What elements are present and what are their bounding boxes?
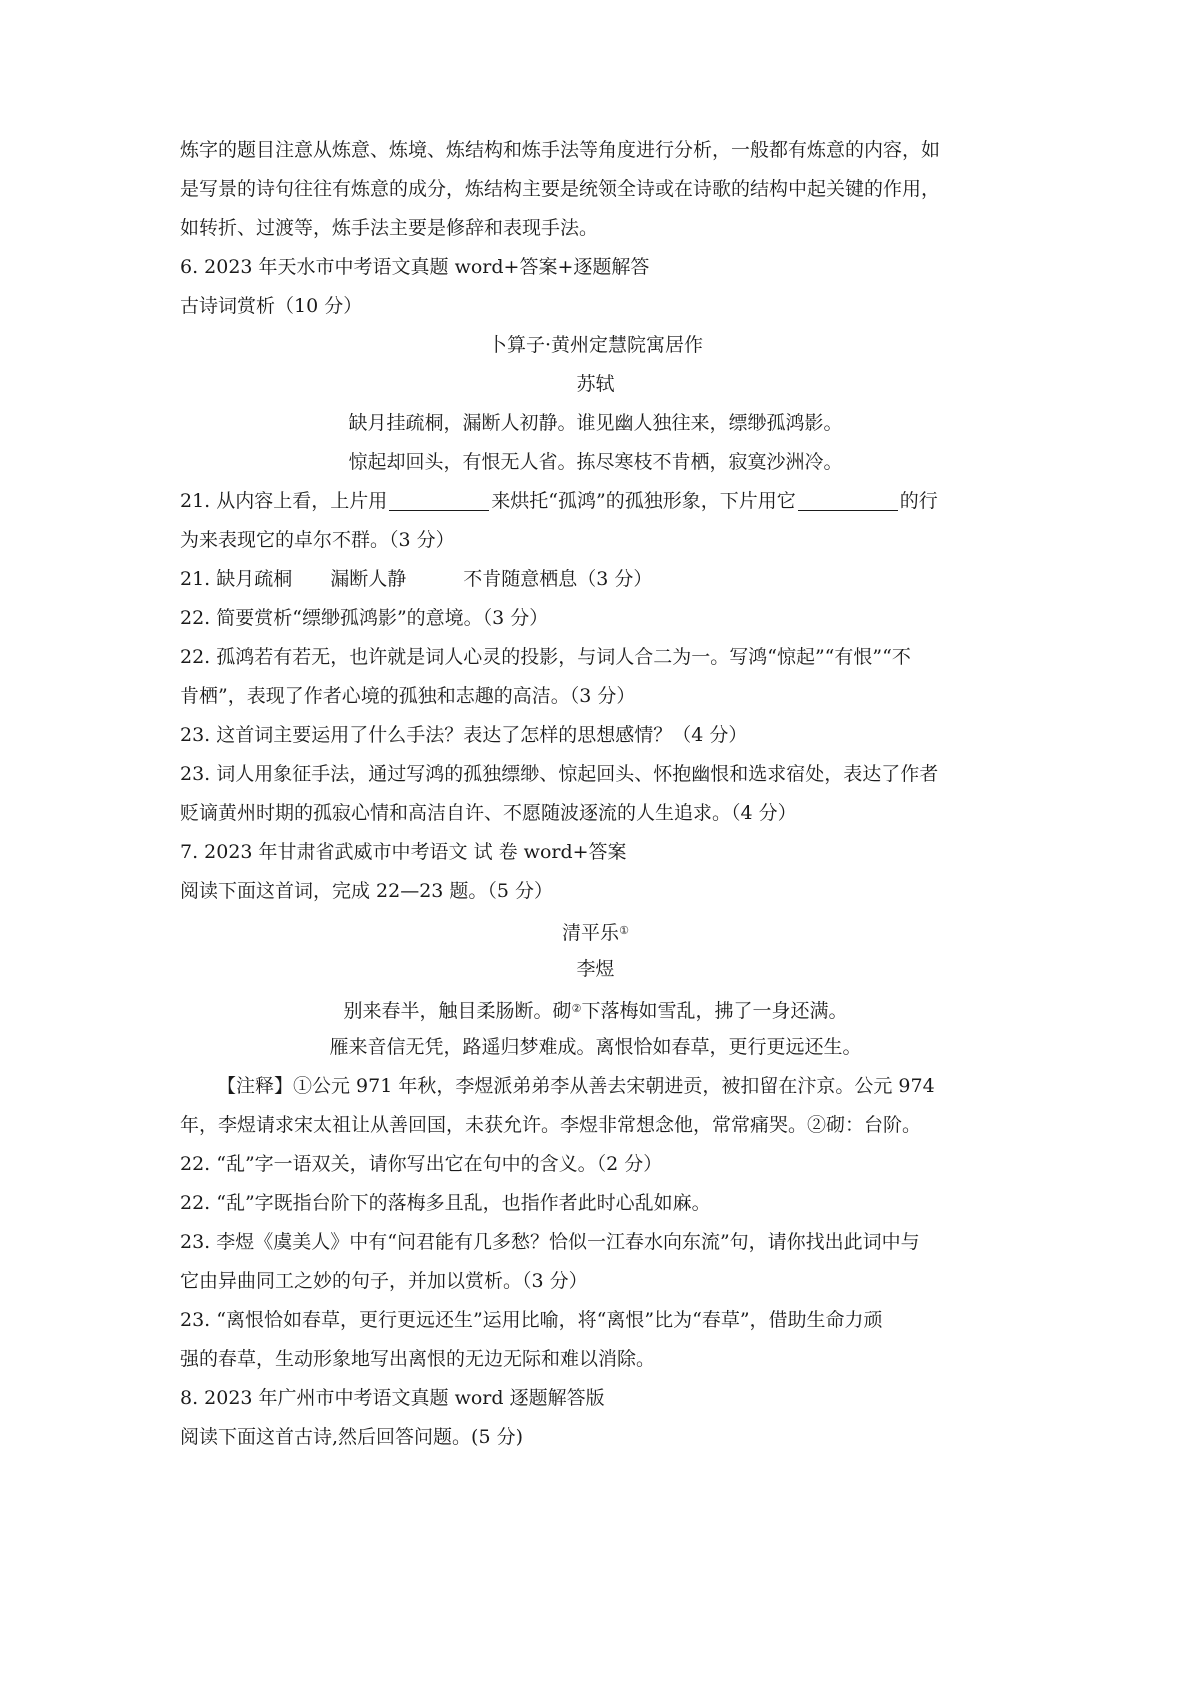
poem-line: 雁来音信无凭，路遥归梦难成。离恨恰如春草，更行更远还生。	[329, 1036, 862, 1058]
poem-author: 李煜	[576, 958, 615, 980]
poem-line: 缺月挂疏桐，漏断人初静。谁见幽人独往来，缥缈孤鸿影。	[348, 412, 843, 434]
question-23: 23. 李煜《虞美人》中有“问君能有几多愁？恰似一江春水向东流”句，请你找出此词中与	[180, 1231, 920, 1253]
question-23: 23. 这首词主要运用了什么手法？表达了怎样的思想感情？（4 分）	[180, 724, 748, 746]
poem-title-text: 清平乐	[562, 922, 620, 944]
paragraph-line: 炼字的题目注意从炼意、炼境、炼结构和炼手法等角度进行分析，一般都有炼意的内容，如	[180, 139, 941, 161]
question-22: 22. 简要赏析“缥缈孤鸿影”的意境。（3 分）	[180, 607, 549, 629]
answer-22: 22. “乱”字既指台阶下的落梅多且乱，也指作者此时心乱如麻。	[180, 1192, 711, 1214]
answer-line: 强的春草，生动形象地写出离恨的无边无际和难以消除。	[180, 1348, 656, 1370]
question-line: 为来表现它的卓尔不群。（3 分）	[180, 529, 455, 551]
question-22: 22. “乱”字一语双关，请你写出它在句中的含义。（2 分）	[180, 1153, 663, 1175]
answer-23: 23. “离恨恰如春草，更行更远还生”运用比喻，将“离恨”比为“春草”，借助生命力顽	[180, 1309, 883, 1331]
question-text: 的行	[899, 490, 938, 512]
answer-blank	[798, 488, 898, 511]
question-line: 它由异曲同工之妙的句子，并加以赏析。（3 分）	[180, 1270, 588, 1292]
poem-text: 下落梅如雪乱，拂了一身还满。	[581, 1000, 848, 1022]
poem-author: 苏轼	[576, 373, 615, 395]
poem-line	[0, 988, 1191, 1029]
answer-21: 21. 缺月疏桐 漏断人静 不肯随意栖息（3 分）	[180, 568, 653, 590]
paragraph-line: 是写景的诗句往往有炼意的成分，炼结构主要是统领全诗或在诗歌的结构中起关键的作用，	[180, 178, 941, 200]
annotation-line: 年，李煜请求宋太祖让从善回国，未获允许。李煜非常想念他，常常痛哭。②砌：台阶。	[180, 1114, 922, 1136]
poem-text: 别来春半，触目柔肠断。砌	[343, 1000, 572, 1022]
annotation: 【注释】①公元 971 年秋，李煜派弟弟李从善去宋朝进贡，被扣留在汴京。公元 974	[217, 1075, 935, 1097]
answer-22: 22. 孤鸿若有若无，也许就是词人心灵的投影，与词人合二为一。写鸿“惊起”“有恨”“不	[180, 646, 911, 668]
section-intro: 阅读下面这首词，完成 22—23 题。（5 分）	[180, 880, 554, 902]
footnote-marker: ②	[571, 1002, 582, 1015]
poem-title: 卜算子·黄州定慧院寓居作	[487, 334, 704, 356]
paragraph-line: 如转折、过渡等，炼手法主要是修辞和表现手法。	[180, 217, 599, 239]
poem-title	[0, 910, 1191, 951]
answer-line: 贬谪黄州时期的孤寂心情和高洁自许、不愿随波逐流的人生追求。（4 分）	[180, 802, 797, 824]
question-text: 21. 从内容上看，上片用	[180, 490, 388, 512]
answer-23: 23. 词人用象征手法，通过写鸿的孤独缥缈、惊起回头、怀抱幽恨和选求宿处，表达了作者	[180, 763, 939, 785]
section-intro: 阅读下面这首古诗,然后回答问题。(5 分)	[180, 1426, 523, 1448]
answer-blank	[389, 488, 489, 511]
poem-line: 惊起却回头，有恨无人省。拣尽寒枝不肯栖，寂寞沙洲冷。	[348, 451, 843, 473]
section-heading: 8. 2023 年广州市中考语文真题 word 逐题解答版	[180, 1387, 605, 1409]
question-text: 来烘托“孤鸿”的孤独形象，下片用它	[491, 490, 796, 512]
section-intro: 古诗词赏析（10 分）	[180, 295, 363, 317]
question-21	[180, 481, 938, 522]
section-heading: 6. 2023 年天水市中考语文真题 word+答案+逐题解答	[180, 256, 650, 278]
answer-line: 肯栖”，表现了作者心境的孤独和志趣的高洁。（3 分）	[180, 685, 636, 707]
footnote-marker: ①	[619, 924, 629, 937]
section-heading: 7. 2023 年甘肃省武威市中考语文 试 卷 word+答案	[180, 841, 627, 863]
